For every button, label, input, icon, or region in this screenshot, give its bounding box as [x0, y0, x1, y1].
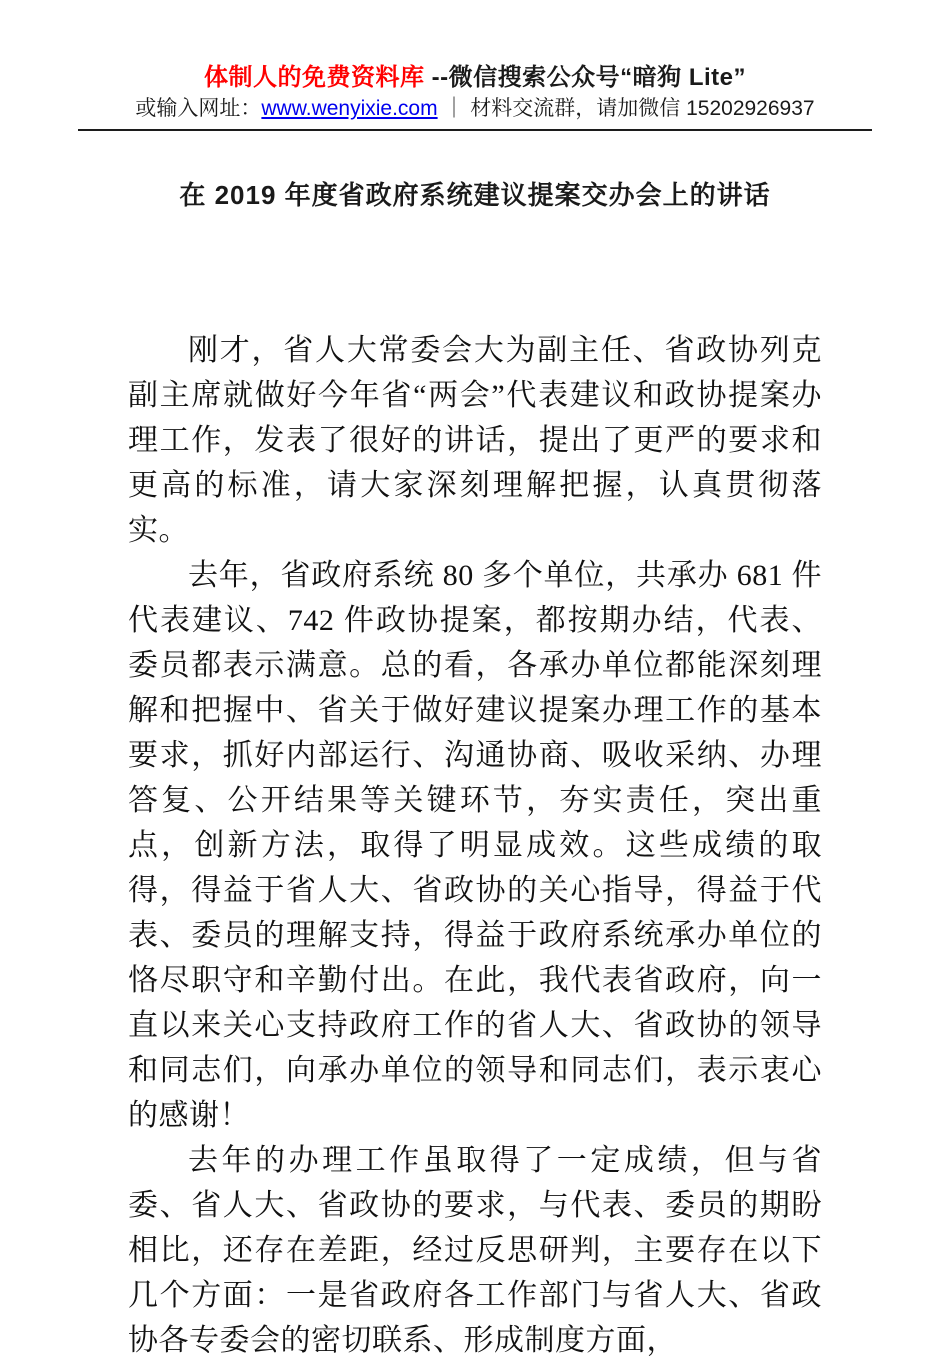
document-title: 在 2019 年度省政府系统建议提案交办会上的讲话 — [179, 180, 771, 211]
header-line1 — [0, 62, 950, 93]
header-line2-prefix: 或输入网址： — [135, 97, 262, 121]
brand-name: 体制人的免费资料库 — [204, 64, 425, 91]
header-line1-rest: --微信搜索公众号“暗狗 Lite” — [424, 64, 746, 91]
paragraph: 去年的办理工作虽取得了一定成绩，但与省委、省人大、省政协的要求，与代表、委员的期盼相比，还存在差距，经过反思研判，主要存在以下几个方面：一是省政府各工作部门与省人大、省政协各专委会的密切联系、形成制度方面， — [128, 1144, 822, 1358]
header-line2-suffix: ｜ 材料交流群，请加微信 15202926937 — [437, 97, 815, 121]
page-header — [0, 0, 950, 131]
paragraph: 刚才，省人大常委会大为副主任、省政协列克副主席就做好今年省“两会”代表建议和政协提案办理工作，发表了很好的讲话，提出了更严的要求和更高的标准，请大家深刻理解把握，认真贯彻落实。 — [128, 334, 822, 548]
header-divider — [78, 129, 872, 131]
document-body — [128, 328, 822, 1363]
paragraph: 去年，省政府系统 80 多个单位，共承办 681 件代表建议、742 件政协提案，都按期办结，代表、委员都表示满意。总的看，各承办单位都能深刻理解和把握中、省关于做好建议提案办理工作的基本要求，抓好内部运行、沟通协商、吸收采纳、办理答复、公开结果等关键环节，夯实责任，突出重点，创新方法，取得了明显成效。这些成绩的取得，得益于省人大、省政协的关心指导，得益于代表、委员的理解支持，得益于政府系统承办单位的恪尽职守和辛勤付出。在此，我代表省政府，向一直以来关心支持政府工作的省人大、省政协的领导和同志们，向承办单位的领导和同志们，表示衷心的感谢！ — [128, 559, 822, 1133]
header-line2 — [0, 95, 950, 122]
website-link[interactable]: www.wenyixie.com — [261, 97, 438, 121]
